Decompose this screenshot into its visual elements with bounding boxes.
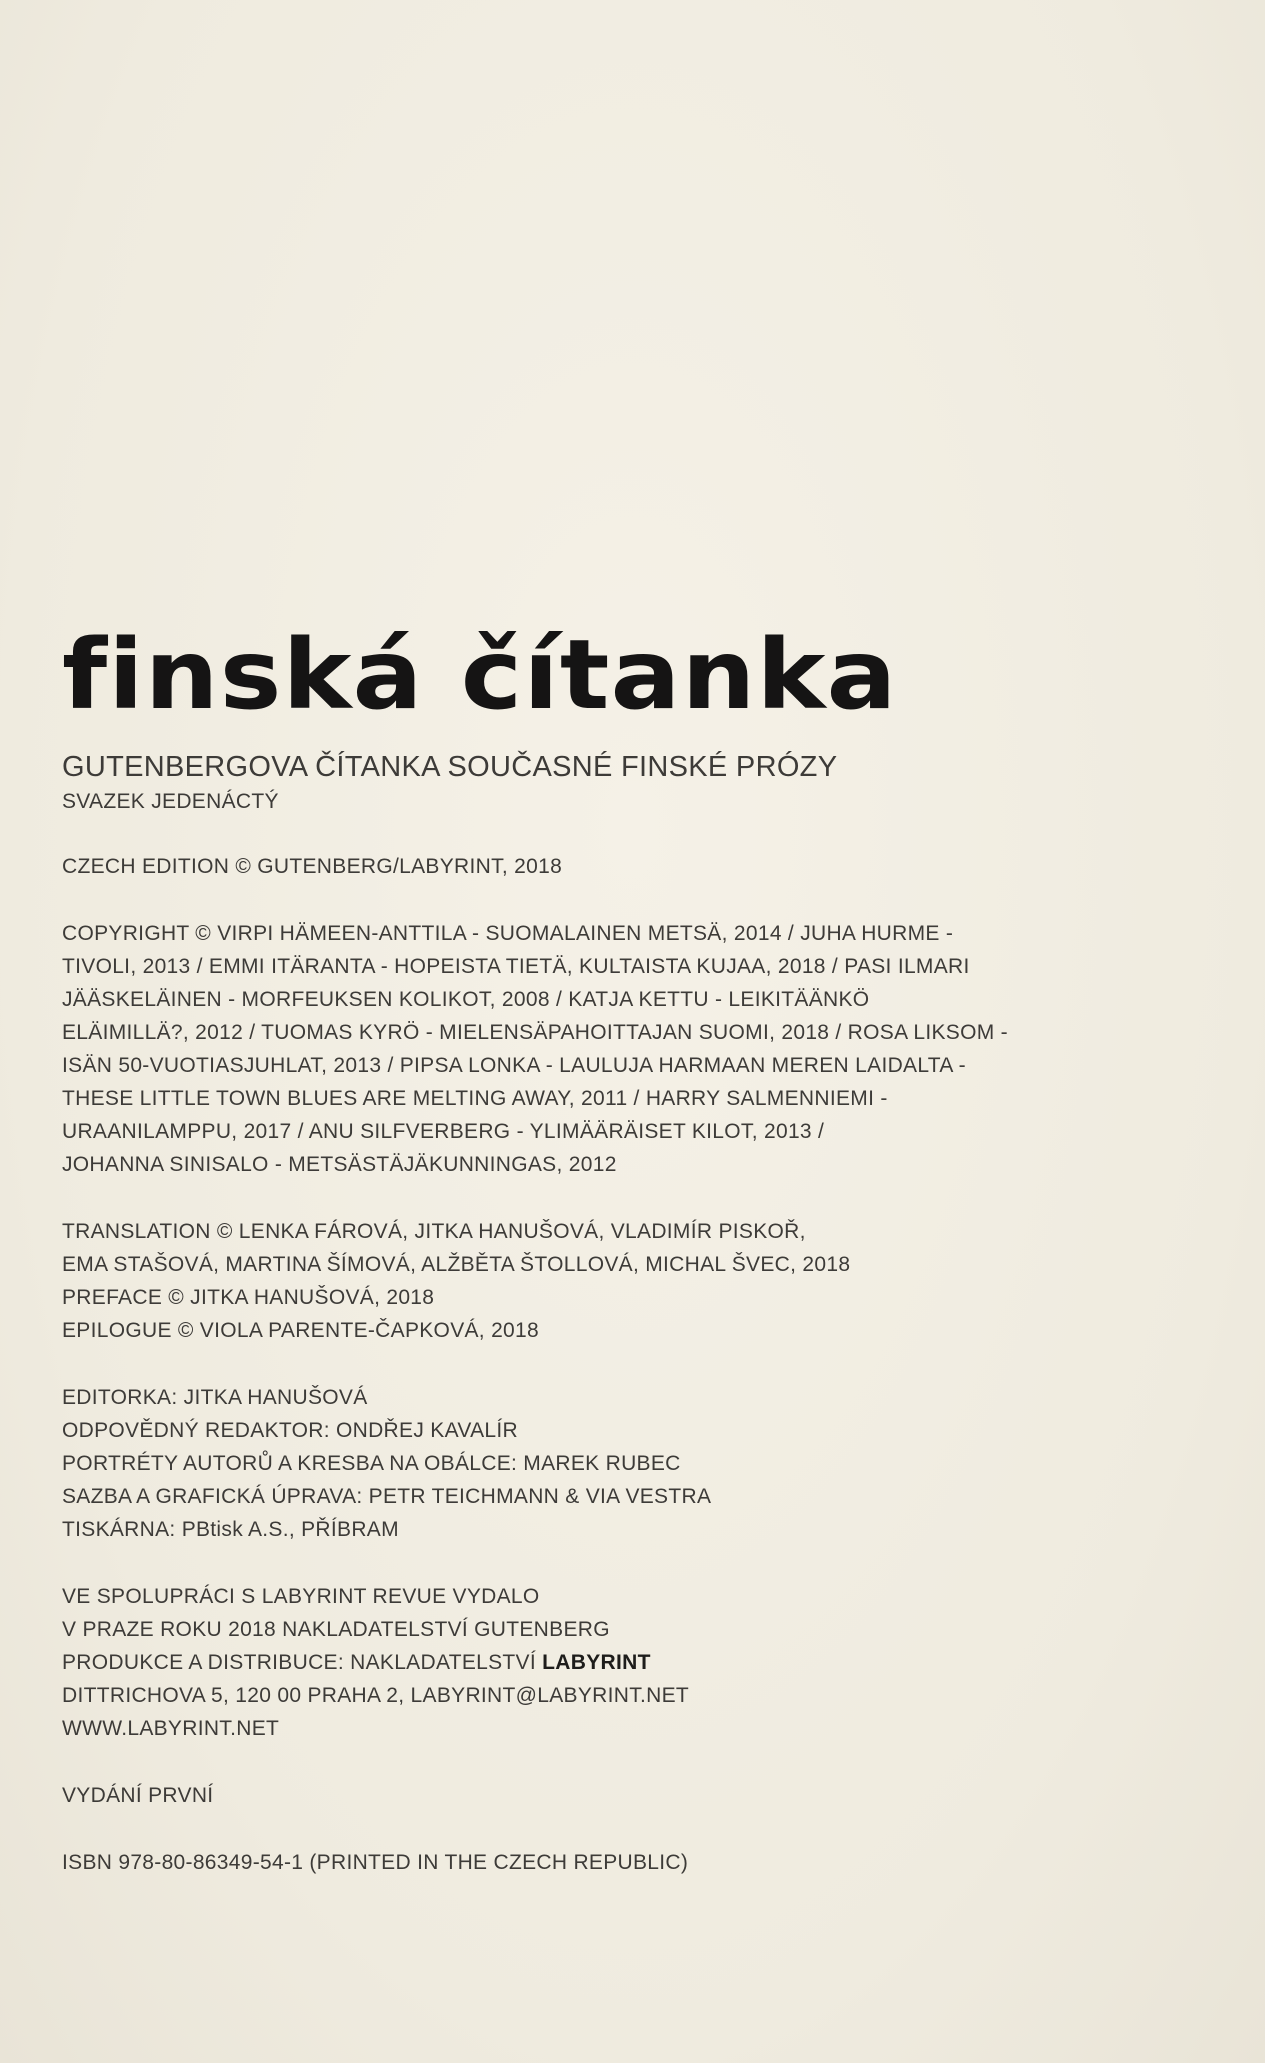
copyright-line: THESE LITTLE TOWN BLUES ARE MELTING AWAY, 2011 / HARRY SALMENNIEMI - (62, 1087, 888, 1110)
distribution-prefix: PRODUKCE A DISTRIBUCE: NAKLADATELSTVÍ (62, 1651, 543, 1674)
isbn-line: ISBN 978-80-86349-54-1 (PRINTED IN THE CZECH REPUBLIC) (62, 1851, 689, 1874)
translation-line: EMA STAŠOVÁ, MARTINA ŠÍMOVÁ, ALŽBĚTA ŠTOLLOVÁ, MICHAL ŠVEC, 2018 (62, 1253, 851, 1276)
copyright-block (62, 917, 1202, 1181)
credits-block (62, 1381, 1202, 1546)
edition-line: CZECH EDITION © GUTENBERG/LABYRINT, 2018 (62, 855, 563, 878)
imprint-content (62, 620, 1202, 1879)
edition-number: VYDÁNÍ PRVNÍ (62, 1784, 214, 1807)
distribution-line (62, 1646, 1202, 1679)
responsible-editor-line: ODPOVĚDNÝ REDAKTOR: ONDŘEJ KAVALÍR (62, 1419, 518, 1442)
copyright-line: ISÄN 50-VUOTIASJUHLAT, 2013 / PIPSA LONKA - LAULUJA HARMAAN MEREN LAIDALTA - (62, 1054, 966, 1077)
address-line: DITTRICHOVA 5, 120 00 PRAHA 2, LABYRINT@LABYRINT.NET (62, 1684, 690, 1707)
isbn-block (62, 1846, 1202, 1879)
copyright-line: URAANILAMPPU, 2017 / ANU SILFVERBERG - YLIMÄÄRÄISET KILOT, 2013 / (62, 1120, 825, 1143)
copyright-line: TIVOLI, 2013 / EMMI ITÄRANTA - HOPEISTA TIETÄ, KULTAISTA KUJAA, 2018 / PASI ILMARI (62, 955, 970, 978)
labyrint-brand: LABYRINT (542, 1651, 651, 1674)
copyright-line: ELÄIMILLÄ?, 2012 / TUOMAS KYRÖ - MIELENSÄPAHOITTAJAN SUOMI, 2018 / ROSA LIKSOM - (62, 1021, 1008, 1044)
website-line: WWW.LABYRINT.NET (62, 1717, 280, 1740)
editor-line: EDITORKA: JITKA HANUŠOVÁ (62, 1386, 368, 1409)
copyright-line: COPYRIGHT © VIRPI HÄMEEN-ANTTILA - SUOMALAINEN METSÄ, 2014 / JUHA HURME - (62, 922, 954, 945)
edition-number-block (62, 1779, 1202, 1812)
copyright-line: JOHANNA SINISALO - METSÄSTÄJÄKUNNINGAS, 2012 (62, 1153, 617, 1176)
publisher-line: VE SPOLUPRÁCI S LABYRINT REVUE VYDALO (62, 1585, 540, 1608)
publisher-line: V PRAZE ROKU 2018 NAKLADATELSTVÍ GUTENBERG (62, 1618, 610, 1641)
book-title: finská čítanka (62, 619, 898, 731)
translation-block (62, 1215, 1202, 1347)
publisher-block (62, 1580, 1202, 1745)
printer-line: TISKÁRNA: PBtisk A.S., PŘÍBRAM (62, 1518, 399, 1541)
copyright-line: JÄÄSKELÄINEN - MORFEUKSEN KOLIKOT, 2008 / KATJA KETTU - LEIKITÄÄNKÖ (62, 988, 870, 1011)
illustrations-line: PORTRÉTY AUTORŮ A KRESBA NA OBÁLCE: MAREK RUBEC (62, 1452, 681, 1475)
preface-line: PREFACE © JITKA HANUŠOVÁ, 2018 (62, 1286, 435, 1309)
edition-block (62, 850, 1202, 883)
volume-label: SVAZEK JEDENÁCTÝ (62, 790, 279, 813)
book-subtitle: GUTENBERGOVA ČÍTANKA SOUČASNÉ FINSKÉ PRÓZY (62, 751, 838, 783)
typesetting-line: SAZBA A GRAFICKÁ ÚPRAVA: PETR TEICHMANN & VIA VESTRA (62, 1485, 712, 1508)
translation-line: TRANSLATION © LENKA FÁROVÁ, JITKA HANUŠOVÁ, VLADIMÍR PISKOŘ, (62, 1220, 806, 1243)
epilogue-line: EPILOGUE © VIOLA PARENTE-ČAPKOVÁ, 2018 (62, 1319, 539, 1342)
